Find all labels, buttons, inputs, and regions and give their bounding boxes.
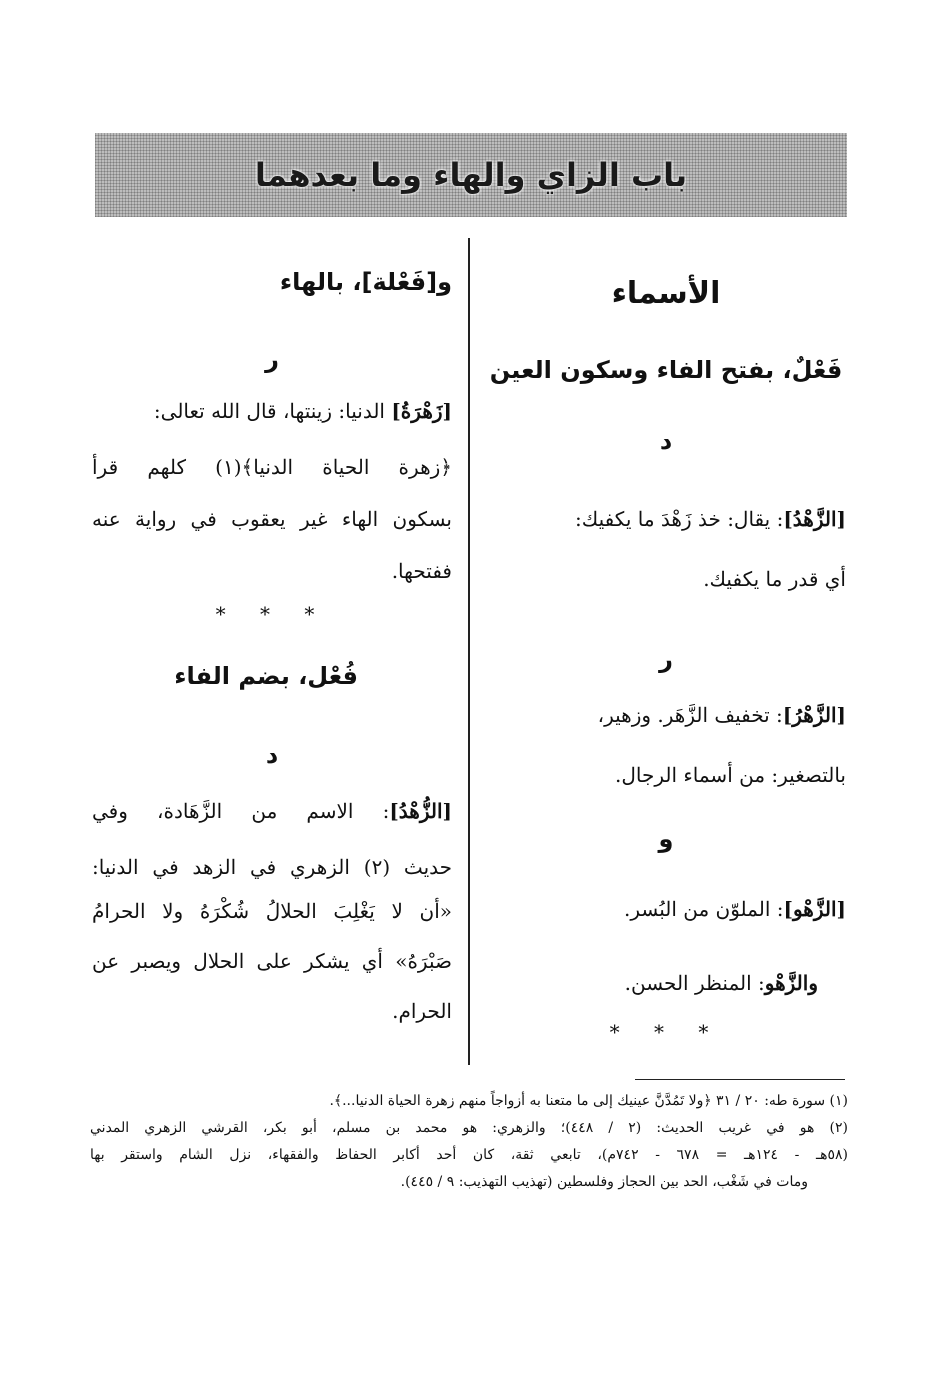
entry-zahra [92, 396, 452, 426]
entry-zahra-term: [زَهْرَةُ] [391, 399, 452, 423]
entry-zuhd-l5: الحرام. [392, 999, 452, 1023]
right-stars: * * * [609, 1020, 723, 1044]
entry-zuhd-term: [الزُّهْدُ] [389, 799, 452, 823]
right-letter-ra: ر [659, 645, 673, 673]
entry-zahw-2-text: : المنظر الحسن. [624, 971, 765, 995]
left-stars: * * * [215, 602, 329, 626]
right-column [486, 258, 846, 1044]
entry-zahr-term: [الزَّهْرُ] [782, 703, 846, 727]
entry-zahd-text: : يقال: خذ زَهْدَ ما يكفيك: [575, 507, 784, 531]
left-letter-ra: ر [265, 345, 279, 373]
chapter-title: باب الزاي والهاء وما بعدهما [254, 156, 688, 194]
right-letter-dal: د [659, 427, 673, 455]
left-letter-dal: د [265, 741, 279, 769]
entry-zahw-2 [486, 968, 846, 998]
entry-zuhd-l4: صَبْرَهُ» أي يشكر على الحلال ويصبر عن [92, 949, 452, 973]
entry-zuhd [92, 796, 452, 826]
entry-zuhd-l2: حديث (٢) الزهري في الزهد في الدنيا: [92, 855, 452, 879]
right-subheading: فَعْلٌ، بفتح الفاء وسكون العين [489, 356, 843, 384]
entry-zahra-l4: ففتحها. [391, 559, 452, 583]
footnote-2-line-3: ومات في شَغْب، الحد بين الحجاز وفلسطين (تهذيب التهذيب: ٩ / ٤٤٥). [400, 1174, 808, 1190]
section-title: الأسماء [611, 276, 721, 311]
entry-zahra-text: الدنيا: زينتها، قال الله تعالى: [153, 399, 385, 423]
right-letter-waw: و [658, 825, 674, 853]
entry-zuhd-text: : الاسم من الزَّهَادة، وفي [92, 799, 390, 823]
left-subheading: و[فَعْلة]، بالهاء [279, 268, 452, 296]
entry-zahra-l3: بسكون الهاء غير يعقوب في رواية عنه [92, 507, 452, 531]
left-subheading-2: فُعْل، بضم الفاء [174, 662, 358, 690]
entry-zahr-text: : تخفيف الزَّهَر. وزهير، [597, 703, 783, 727]
entry-zahw [486, 894, 846, 924]
entry-zahd-cont: أي قدر ما يكفيك. [703, 567, 846, 591]
chapter-banner [95, 133, 847, 217]
entry-zahw-2-term: والزَّهْو [764, 971, 818, 995]
footnote-2-line-1: (٢) هو في غريب الحديث: (٢ / ٤٤٨)؛ والزهري: هو محمد بن مسلم، أبو بكر، القرشي الزهري المدني [90, 1120, 848, 1136]
entry-zahw-text: : الملوّن من البُسر. [623, 897, 784, 921]
footnotes [90, 1088, 848, 1196]
entry-zuhd-l3: «أن لا يَغْلِبَ الحلالُ شُكْرَهُ ولا الحرامُ [92, 899, 452, 923]
entry-zahd [486, 504, 846, 534]
entry-zahd-term: [الزَّهْدُ] [783, 507, 846, 531]
entry-zahw-term: [الزَّهْو] [783, 897, 846, 921]
left-column [92, 258, 452, 1026]
entry-zahr [486, 700, 846, 730]
footnote-rule [635, 1079, 845, 1080]
entry-zahr-cont: بالتصغير: من أسماء الرجال. [614, 763, 846, 787]
column-divider [468, 238, 470, 1065]
footnote-1: (١) سورة طه: ٢٠ / ٣١ ﴿ولا تَمُدَّنَّ عينيك إلى ما متعنا به أزواجاً منهم زهرة الحياة الدنيا...﴾. [329, 1093, 848, 1109]
entry-zahra-l2: ﴿زهرة الحياة الدنيا﴾(١) كلهم قرأ [92, 455, 452, 479]
footnote-2-line-2: (٥٨هـ - ١٢٤هـ = ٦٧٨ - ٧٤٢م)، تابعي ثقة، كان أحد أكابر الحفاظ والفقهاء، نزل الشام واستقر بها [90, 1147, 849, 1163]
